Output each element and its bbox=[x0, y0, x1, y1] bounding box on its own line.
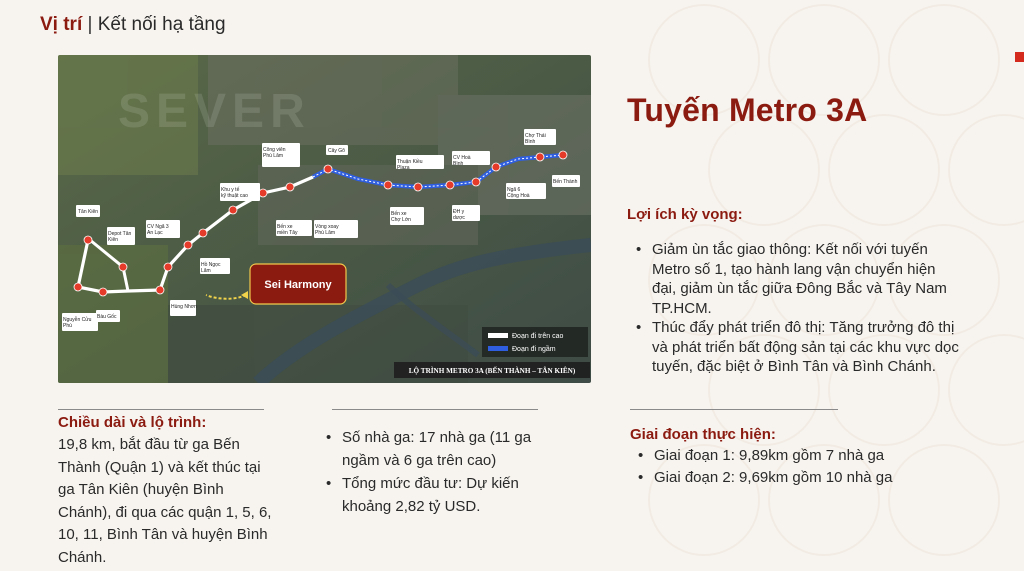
metro-route-map bbox=[58, 55, 591, 383]
map-caption bbox=[394, 362, 590, 378]
stats-list bbox=[320, 426, 560, 518]
section-title-separator: | bbox=[82, 14, 98, 35]
station-label: Bến Thành bbox=[553, 179, 578, 185]
map-caption-text: LỘ TRÌNH METRO 3A (BẾN THÀNH – TÂN KIÊN) bbox=[408, 367, 576, 375]
stat-item: • Số nhà ga: 17 nhà ga (11 ga ngầm và 6 ga trên cao) bbox=[320, 426, 560, 472]
station-label: Công viên Phú Lâm bbox=[263, 147, 286, 159]
map-legend bbox=[482, 327, 588, 357]
page-title: Tuyến Metro 3A bbox=[627, 92, 868, 128]
length-heading: Chiều dài và lộ trình: bbox=[58, 414, 207, 431]
section-title-accent: Vị trí bbox=[40, 14, 83, 35]
phases-list bbox=[632, 445, 952, 489]
length-text: 19,8 km, bắt đầu từ ga Bến Thành (Quận 1) và kết thúc tại ga Tân Kiên (huyện Bình Chánh), đi qua các quận 1, 5, 6, 10, 11, Bình Tân và huyện Bình Chánh. bbox=[58, 436, 272, 566]
section-title bbox=[40, 14, 226, 36]
station-label: Bàu Gốc bbox=[97, 314, 117, 320]
stat-item: • Tổng mức đầu tư: Dự kiến khoảng 2,82 tỷ USD. bbox=[320, 472, 560, 518]
station-label: Chợ Thái Bình bbox=[525, 133, 546, 145]
legend-elevated: Đoạn đi trên cao bbox=[512, 333, 564, 340]
sei-harmony-label: Sei Harmony bbox=[264, 279, 332, 291]
station-label: ĐH y dược bbox=[453, 209, 465, 221]
phases-heading: Giai đoạn thực hiện: bbox=[630, 426, 776, 443]
benefits-heading: Lợi ích kỳ vọng: bbox=[627, 206, 743, 223]
divider bbox=[58, 409, 264, 410]
station-label: Hồ Ngọc Lãm bbox=[201, 262, 221, 274]
station-label: Bến xe miền Tây bbox=[277, 224, 298, 236]
station-label: Khu y tế kỹ thuật cao bbox=[221, 187, 248, 199]
station-label: Bến xe Chợ Lớn bbox=[391, 211, 411, 223]
benefit-item: • Giảm ùn tắc giao thông: Kết nối với tuyến Metro số 1, tạo hành lang vận chuyển hiện đại, giảm ùn tắc giữa Đông Bắc và Tây Nam TP.HCM. bbox=[630, 240, 962, 318]
phase-item: • Giai đoạn 1: 9,89km gồm 7 nhà ga bbox=[632, 445, 952, 467]
legend-underground: Đoạn đi ngầm bbox=[512, 346, 556, 353]
station-label: CV Ngã 3 An Lạc bbox=[147, 224, 169, 236]
station-label: Thuận Kiều Plaza bbox=[397, 159, 423, 171]
benefit-item: • Thúc đẩy phát triển đô thị: Tăng trưởng đô thị và phát triển bất động sản tại các khu vực dọc tuyến, đặc biệt ở Bình Tân và Bình Chánh. bbox=[630, 318, 962, 377]
station-label: Vòng xoay Phú Lâm bbox=[315, 224, 339, 236]
phase-item: • Giai đoạn 2: 9,69km gồm 10 nhà ga bbox=[632, 467, 952, 489]
station-label: Tân Kiên bbox=[78, 209, 99, 215]
station-label: Cây Gõ bbox=[328, 148, 345, 154]
map-watermark: SEVER bbox=[118, 85, 311, 138]
divider bbox=[630, 409, 838, 410]
station-label: Ngã 6 Cộng Hoà bbox=[507, 187, 530, 199]
station-label: CV Hoà Bình bbox=[453, 155, 471, 167]
section-title-rest: Kết nối hạ tầng bbox=[97, 14, 226, 35]
station-label: Depot Tân Kiên bbox=[108, 231, 132, 243]
benefits-list bbox=[630, 240, 962, 377]
red-accent-strip bbox=[1015, 52, 1024, 62]
station-label: Nguyễn Cửu Phú bbox=[63, 317, 92, 329]
divider bbox=[332, 409, 538, 410]
station-label: Hùng Nhơn bbox=[171, 304, 197, 310]
